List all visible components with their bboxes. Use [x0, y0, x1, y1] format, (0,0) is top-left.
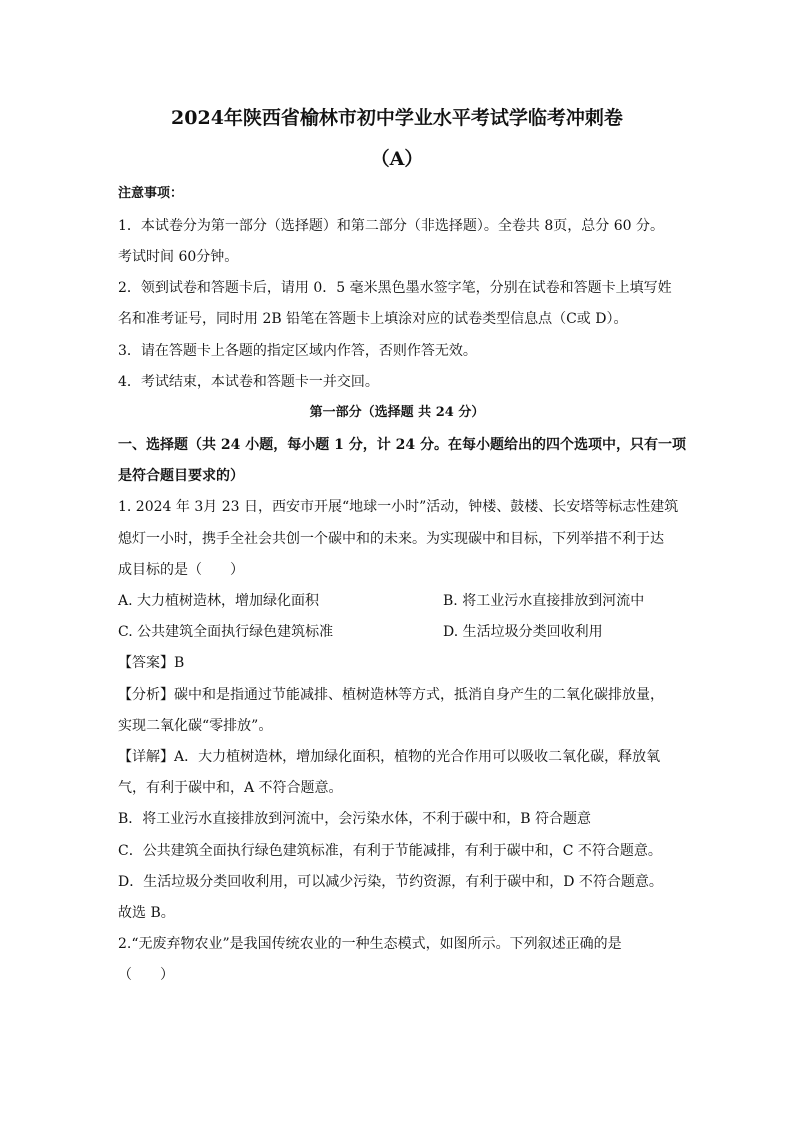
note-line: 2．领到试卷和答题卡后，请用 0．5 毫米黑色墨水签字笔，分别在试卷和答题卡上填写姓 — [118, 280, 672, 296]
option-d: D. 生活垃圾分类回收利用 — [443, 624, 603, 640]
question-stem: 熄灯一小时，携手全社会共创一个碳中和的未来。为实现碳中和目标，下列举措不利于达 — [118, 531, 664, 547]
note-line: 3．请在答题卡上各题的指定区域内作答，否则作答无效。 — [118, 343, 477, 359]
notes-heading: 注意事项： — [118, 186, 184, 201]
document-title: 2024年陕西省榆林市初中学业水平考试学临考冲刺卷 — [171, 107, 623, 129]
part1-heading: 第一部分（选择题 共 24 分） — [309, 405, 485, 420]
section-heading: 是符合题目要求的） — [118, 468, 244, 484]
analysis-line: 实现二氧化碳“零排放”。 — [118, 718, 273, 734]
note-line: 名和准考证号，同时用 2B 铅笔在答题卡上填涂对应的试卷类型信息点（C或 D）。 — [118, 311, 628, 327]
answer-line: 【答案】B — [118, 655, 185, 671]
option-a: A. 大力植树造林，增加绿化面积 — [118, 593, 320, 609]
detail-line: C．公共建筑全面执行绿色建筑标准，有利于节能减排，有利于碳中和，C 不符合题意。 — [118, 843, 662, 859]
question-stem: 2.“无废弃物农业”是我国传统农业的一种生态模式，如图所示。下列叙述正确的是 — [118, 936, 622, 952]
document-subtitle: （A） — [370, 148, 424, 170]
detail-line: B．将工业污水直接排放到河流中，会污染水体，不利于碳中和，B 符合题意 — [118, 811, 592, 827]
section-heading: 一、选择题（共 24 小题，每小题 1 分，计 24 分。在每小题给出的四个选项中，只有一项 — [118, 437, 686, 453]
detail-line: 气，有利于碳中和，A 不符合题意。 — [118, 780, 343, 796]
option-c: C. 公共建筑全面执行绿色建筑标准 — [118, 624, 334, 640]
note-line: 考试时间 60分钟。 — [118, 249, 239, 265]
detail-line: 【详解】A．大力植树造林，增加绿化面积，植物的光合作用可以吸收二氧化碳，释放氧 — [118, 749, 661, 765]
question-stem: 1. 2024 年 3月 23 日，西安市开展“地球一小时”活动，钟楼、鼓楼、长安塔等标志性建筑 — [118, 499, 679, 515]
question-stem: （ ） — [118, 967, 174, 983]
note-line: 4．考试结束，本试卷和答题卡一并交回。 — [118, 374, 379, 390]
note-line: 1．本试卷分为第一部分（选择题）和第二部分（非选择题）。全卷共 8页，总分 60 分。 — [118, 218, 664, 234]
analysis-line: 【分析】碳中和是指通过节能减排、植树造林等方式，抵消自身产生的二氧化碳排放量， — [118, 687, 664, 703]
detail-line: 故选 B。 — [118, 905, 175, 921]
detail-line: D．生活垃圾分类回收利用，可以减少污染，节约资源，有利于碳中和，D 不符合题意。 — [118, 874, 663, 890]
question-stem: 成目标的是（ ） — [118, 562, 244, 578]
option-b: B. 将工业污水直接排放到河流中 — [443, 593, 645, 609]
